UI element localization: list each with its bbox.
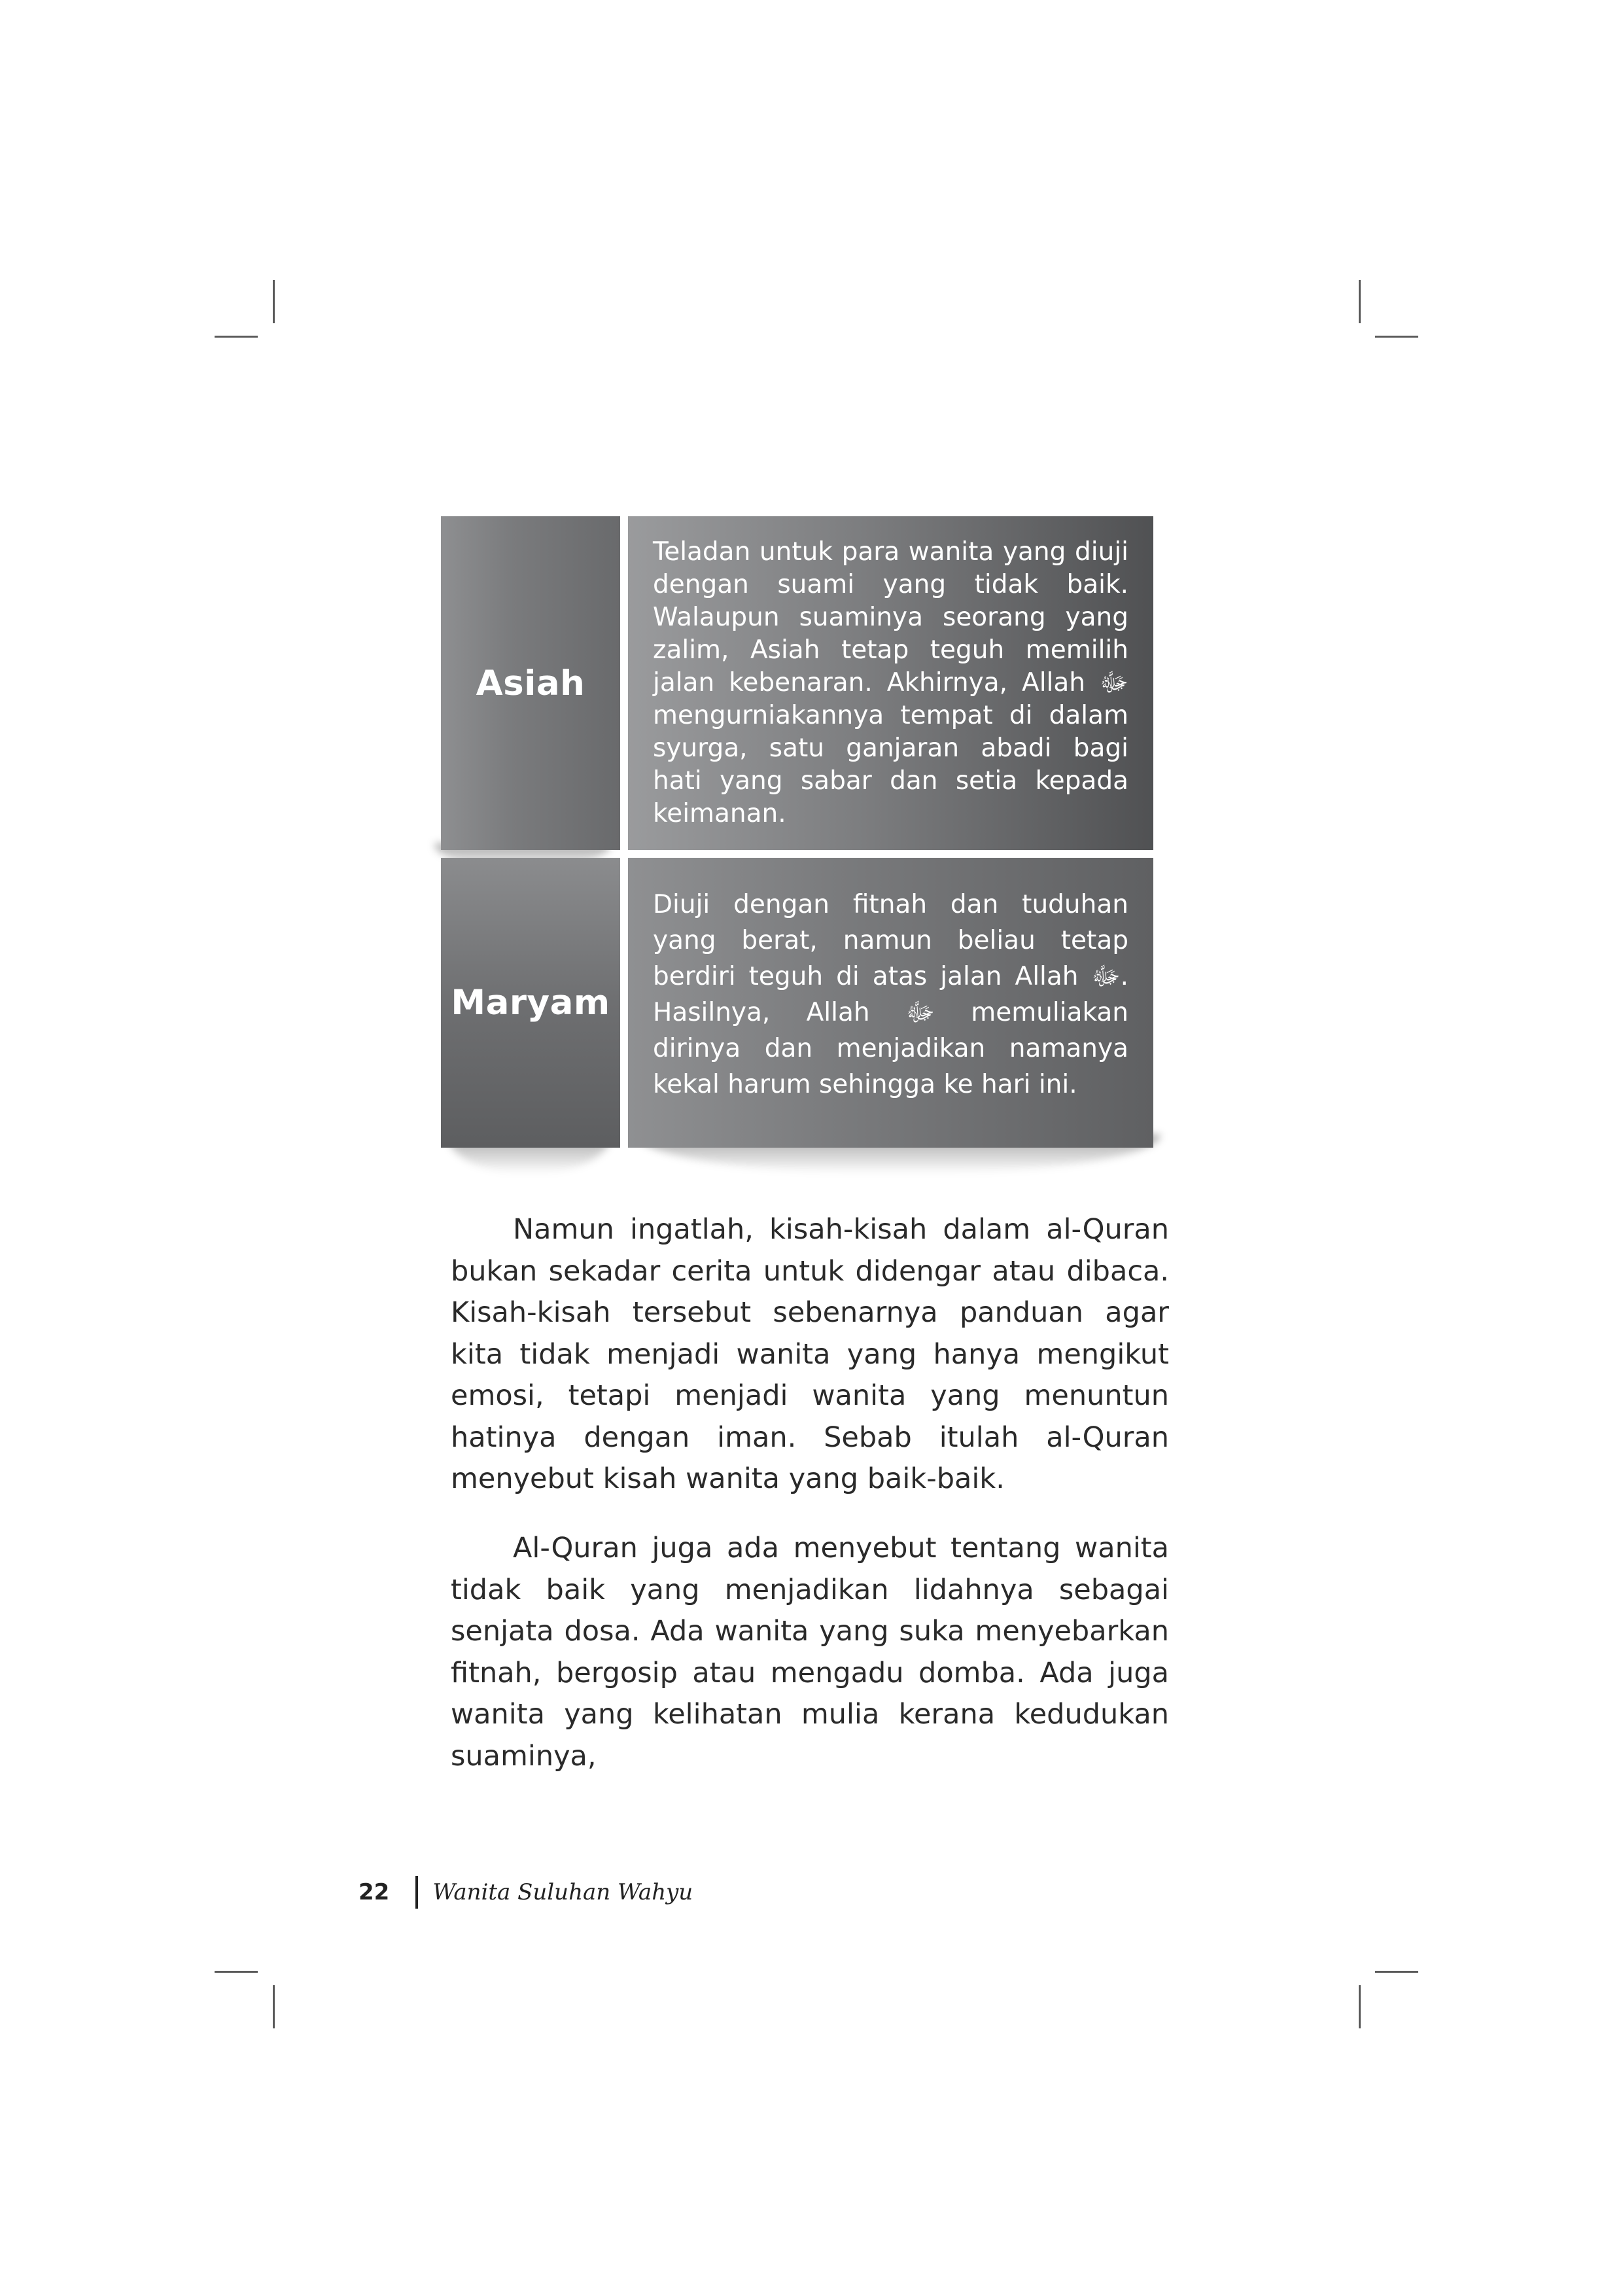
description-cell-asiah [628,516,1153,850]
name-label: Maryam [451,983,610,1023]
description-cell-maryam [628,858,1153,1148]
crop-mark [273,1985,275,2028]
crop-mark [273,280,275,323]
crop-mark [1375,336,1418,338]
crop-mark [1359,1985,1361,2028]
page-footer [358,1873,693,1912]
description-text: Diuji dengan fitnah dan tuduhan yang berat, namun beliau tetap berdiri teguh di atas jalan Allah ﷻ. Hasilnya, Allah ﷻ memuliakan dirinya dan menjadikan namanya kekal harum sehingga ke hari ini. [653,890,1128,1099]
crop-mark [1375,1971,1418,1973]
description-text: Teladan untuk para wanita yang diuji dengan suami yang tidak baik. Walaupun suaminya seorang yang zalim, Asiah tetap teguh memilih jalan kebenaran. Akhirnya, Allah ﷻ mengurniakannya tempat di dalam syurga, satu ganjaran abadi bagi hati yang sabar dan setia kepada keimanan. [653,537,1128,828]
body-paragraph: Al-Quran juga ada menyebut tentang wanita tidak baik yang menjadikan lidahnya sebagai senjata dosa. Ada wanita yang suka menyebarkan fitnah, bergosip atau mengadu domba. Ada juga wanita yang kelihatan mulia kerana kedudukan suaminya, [451,1532,1169,1773]
footer-divider [415,1876,418,1909]
women-table [441,516,1153,1148]
crop-mark [215,336,258,338]
page-number: 22 [358,1879,390,1905]
name-label: Asiah [476,663,585,703]
body-paragraph: Namun ingatlah, kisah-kisah dalam al-Quran bukan sekadar cerita untuk didengar atau dibaca. Kisah-kisah tersebut sebenarnya panduan agar kita tidak menjadi wanita yang hanya mengikut emosi, tetapi menjadi wanita yang menuntun hatinya dengan iman. Sebab itulah al-Quran menyebut kisah wanita yang baik-baik. [451,1213,1169,1495]
name-cell-maryam [441,858,620,1148]
name-cell-asiah [441,516,620,850]
book-title: Wanita Suluhan Wahyu [432,1879,693,1905]
crop-mark [215,1971,258,1973]
crop-mark [1359,280,1361,323]
